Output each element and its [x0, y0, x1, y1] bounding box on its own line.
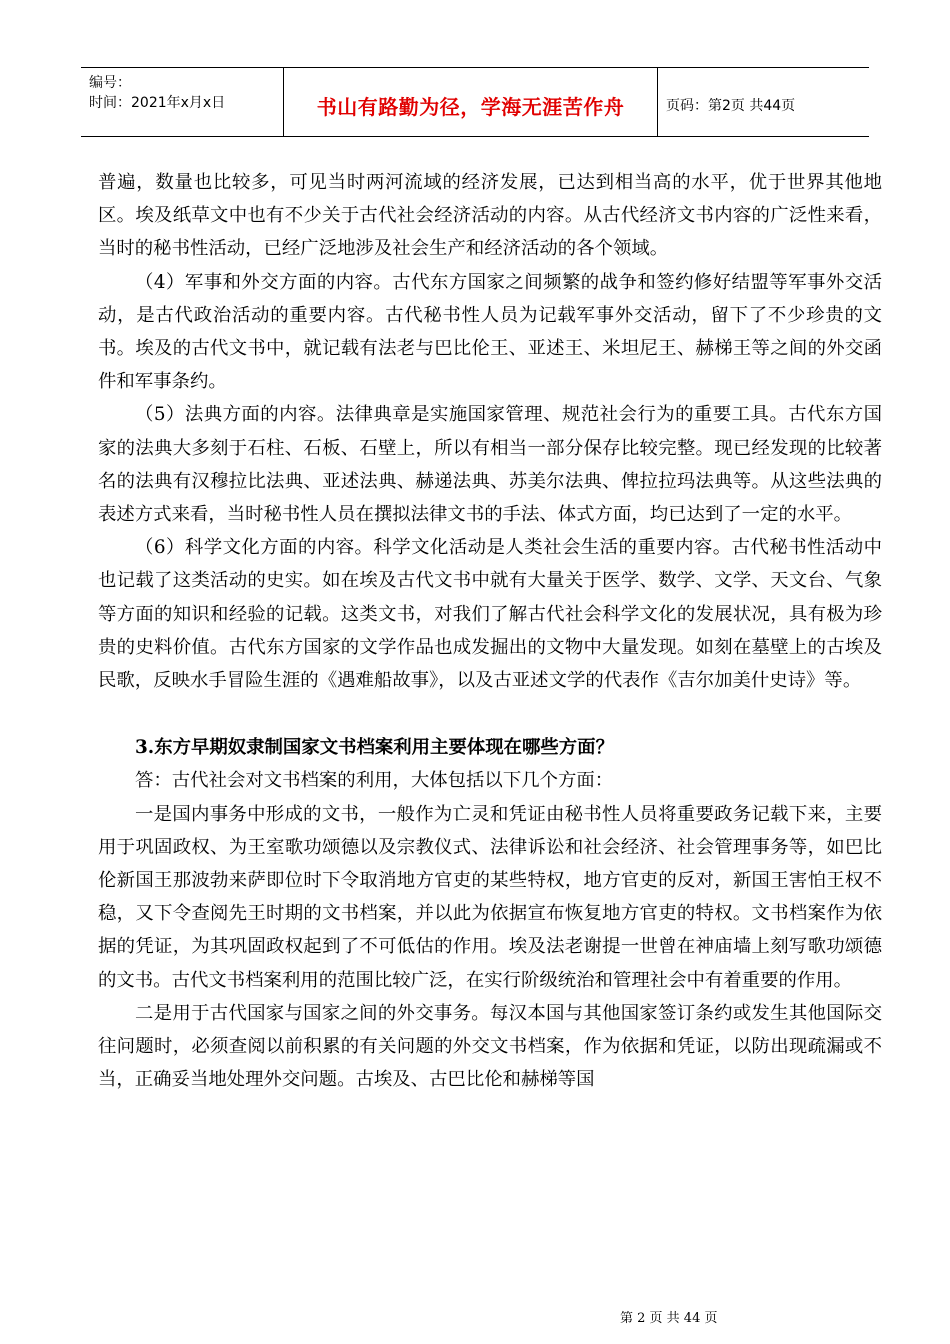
paragraph-economy-continued: 普遍，数量也比较多，可见当时两河流域的经济发展，已达到相当高的水平，优于世界其他地区。埃及纸草文中也有不少关于古代社会经济活动的内容。从古代经济文书内容的广泛性来看，当时的秘书性活动，已经广泛地涉及社会生产和经济活动的各个领域。: [98, 172, 882, 260]
answer-intro: 答：古代社会对文书档案的利用，大体包括以下几个方面：: [135, 770, 614, 792]
paragraph-military-diplomacy: （4）军事和外交方面的内容。古代东方国家之间频繁的战争和签约修好结盟等军事外交活动，是古代政治活动的重要内容。古代秘书性人员为记载军事外交活动，留下了不少珍贵的文书。埃及的古代文书中，就记载有法老与巴比伦王、亚述王、米坦尼王、赫梯王等之间的外交函件和军事条约。: [98, 271, 882, 393]
header-page-info: 页码：第2页 共44页: [666, 98, 796, 114]
paragraph-science-culture: （6）科学文化方面的内容。科学文化活动是人类社会生活的重要内容。古代秘书性活动中也记载了这类活动的史实。如在埃及古代文书中就有大量关于医学、数学、文学、天文台、气象等方面的知识和经验的记载。这类文书，对我们了解古代社会科学文化的发展状况，具有极为珍贵的史料价值。古代东方国家的文学作品也成发掘出的文物中大量发现。如刻在墓壁上的古埃及民歌，反映水手冒险生涯的《遇难船故事》，以及古亚述文学的代表作《吉尔加美什史诗》等。: [98, 537, 882, 692]
header-meta-cell: [81, 68, 284, 136]
header-page-cell: [658, 68, 869, 136]
section-spacer: [98, 697, 882, 731]
document-body: [98, 166, 882, 1096]
page-header: [81, 67, 869, 137]
header-number-label: 编号：: [89, 75, 131, 91]
header-time-label: 时间：2021年x月x日: [89, 95, 226, 111]
paragraph-domestic-affairs: 一是国内事务中形成的文书，一般作为亡灵和凭证由秘书性人员将重要政务记载下来，主要用于巩固政权、为王室歌功颂德以及宗教仪式、法律诉讼和社会经济、社会管理事务等，如巴比伦新国王那波勃来萨即位时下令取消地方官吏的某些特权，地方官吏的反对，新国王害怕王权不稳，又下令查阅先王时期的文书档案，并以此为依据宣布恢复地方官吏的特权。文书档案作为依据的凭证，为其巩固政权起到了不可低估的作用。埃及法老谢提一世曾在神庙墙上刻写歌功颂德的文书。古代文书档案利用的范围比较广泛，在实行阶级统治和管理社会中有着重要的作用。: [98, 803, 882, 991]
page-footer: 第 2 页 共 44 页: [620, 1311, 718, 1326]
paragraph-legal-codes: （5）法典方面的内容。法律典章是实施国家管理、规范社会行为的重要工具。古代东方国家的法典大多刻于石柱、石板、石壁上，所以有相当一部分保存比较完整。现已经发现的比较著名的法典有汉穆拉比法典、亚述法典、赫递法典、苏美尔法典、俾拉拉玛法典等。从这些法典的表述方式来看，当时秘书性人员在撰拟法律文书的手法、体式方面，均已达到了一定的水平。: [98, 404, 882, 526]
question-heading: 3.东方早期奴隶制国家文书档案利用主要体现在哪些方面？: [135, 737, 614, 759]
paragraph-foreign-affairs: 二是用于古代国家与国家之间的外交事务。每汉本国与其他国家签订条约或发生其他国际交往问题时，必须查阅以前积累的有关问题的外交文书档案，作为依据和凭证，以防出现疏漏或不当，正确妥当地处理外交问题。古埃及、古巴比伦和赫梯等国: [98, 1002, 882, 1091]
header-motto-cell: [284, 68, 658, 136]
header-motto: 书山有路勤为径，学海无涯苦作舟: [316, 94, 625, 119]
